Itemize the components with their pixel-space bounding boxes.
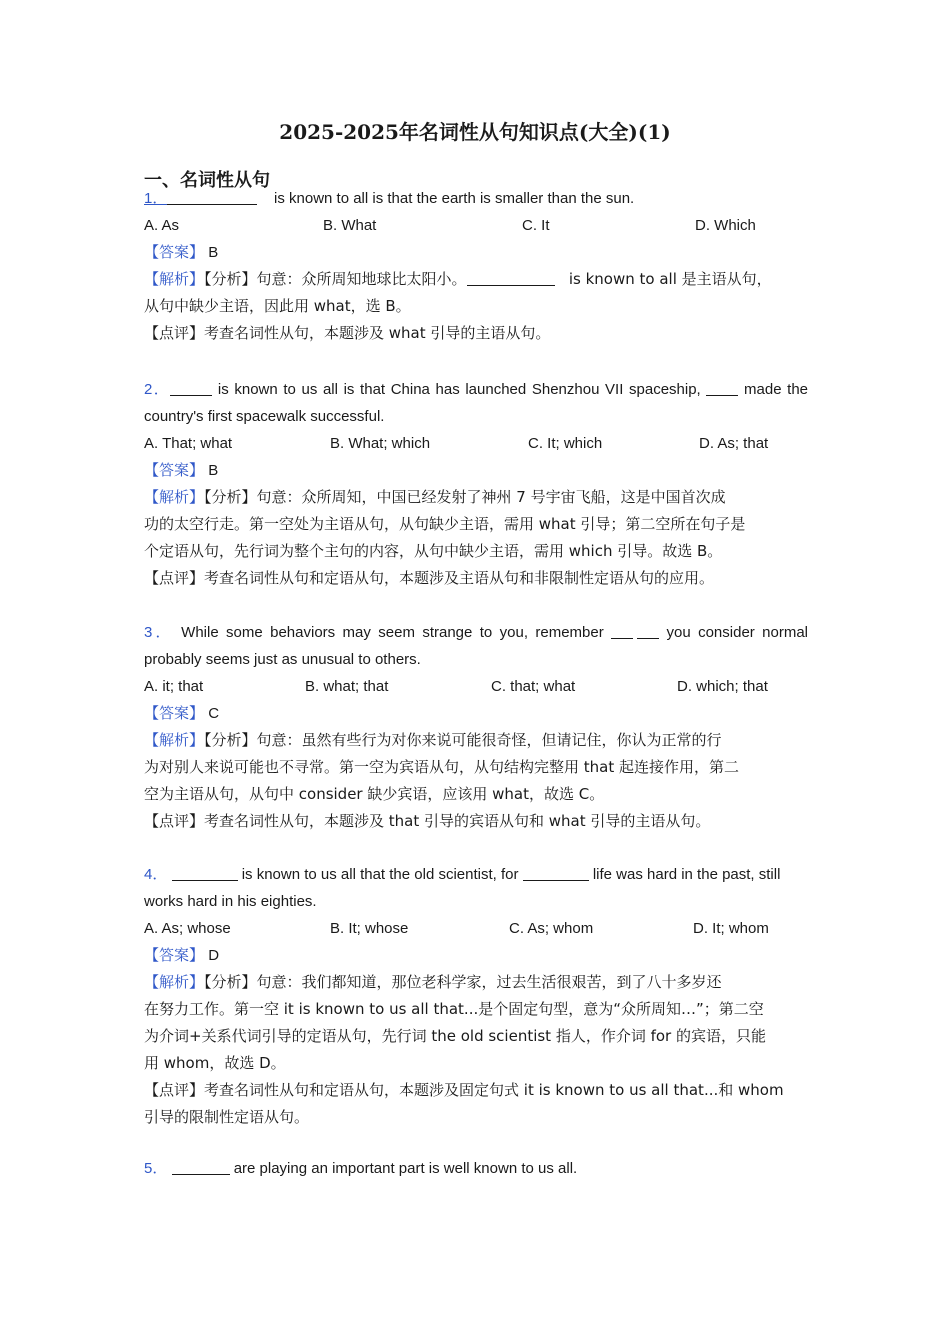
analysis-sublabel: 【分析】 [204,488,257,506]
comment-line [144,808,808,835]
answer-line [144,239,808,266]
question-text: you consider normal [666,624,808,641]
option-a: A. it; that [144,678,204,695]
question-3 [144,619,808,835]
option-b: B. It; whose [330,920,409,937]
section-heading: 一、名词性从句 [144,170,270,191]
analysis-sublabel: 【分析】 [204,270,257,288]
analysis-label: 【解析】 [144,488,205,506]
question-2-options [144,430,808,457]
answer-value: B [208,244,219,261]
analysis-line: 用 whom，故选 D。 [144,1054,286,1072]
analysis-label: 【解析】 [144,973,205,991]
question-text: works hard in his eighties. [144,893,317,910]
question-number: 2． [144,381,171,398]
analysis-text: 句意：我们都知道，那位老科学家，过去生活很艰苦，到了八十多岁还 [256,973,722,991]
option-d: D. It; whom [693,920,769,937]
question-text: probably seems just as unusual to others. [144,651,421,668]
answer-label: 【答案】 [144,704,205,722]
answer-blank [467,269,555,286]
analysis-line: 从句中缺少主语，因此用 what，选 B。 [144,297,411,315]
answer-line [144,457,808,484]
analysis-line: 空为主语从句，从句中 consider 缺少宾语，应该用 what，故选 C。 [144,785,605,803]
option-a: A. That; what [144,435,233,452]
option-c: C. It [522,217,550,234]
analysis-text: 句意：虽然有些行为对你来说可能很奇怪，但请记住，你认为正常的行 [256,731,722,749]
analysis-line: 在努力工作。第一空 it is known to us all that...是个固定句型，意为“众所周知…”；第二空 [144,1000,764,1018]
question-text: is known to us all is that China has launched Shenzhou VII spaceship, [217,381,701,398]
question-1-stem [144,185,808,212]
page-title: 2025-2025年名词性从句知识点(大全)(1) [279,120,671,144]
analysis-line [144,727,808,754]
analysis-text: is known to all 是主语从句， [568,270,772,288]
answer-value: B [208,462,219,479]
question-text: is known to all is that the earth is smaller than the sun. [274,190,635,207]
answer-blank [523,864,589,881]
answer-value: C [208,705,220,722]
analysis-label: 【解析】 [144,270,205,288]
question-text: are playing an important part is well known to us all. [233,1160,578,1177]
answer-blank [706,379,738,396]
answer-blank [167,188,257,205]
option-c: C. As; whom [509,920,594,937]
option-b: B. What [323,217,377,234]
question-5 [144,1155,808,1182]
option-d: D. which; that [677,678,768,695]
answer-value: D [208,947,220,964]
option-c: C. It; which [528,435,603,452]
option-b: B. what; that [305,678,389,695]
analysis-line [144,266,808,293]
option-d: D. Which [695,217,756,234]
comment-text: 考查名词性从句，本题涉及 what 引导的主语从句。 [204,324,551,342]
answer-line [144,942,808,969]
comment-line: 引导的限制性定语从句。 [144,1108,310,1126]
analysis-text: 句意：众所周知，中国已经发射了神州 7 号宇宙飞船，这是中国首次成 [256,488,726,506]
question-5-stem [144,1155,808,1182]
question-text: life was hard in the past, still [592,866,781,883]
question-1 [144,185,808,347]
question-2-stem [144,376,808,403]
question-2 [144,376,808,592]
analysis-line [144,484,808,511]
answer-line [144,700,808,727]
question-1-options [144,212,808,239]
comment-line [144,320,808,347]
comment-label: 【点评】 [144,324,205,342]
comment-text: 考查名词性从句，本题涉及 that 引导的宾语从句和 what 引导的主语从句。 [204,812,711,830]
answer-blank [611,622,633,639]
question-4 [144,861,808,1131]
question-3-stem [144,619,808,646]
question-number: 3． [144,624,174,641]
answer-label: 【答案】 [144,946,205,964]
analysis-label: 【解析】 [144,731,205,749]
analysis-line: 功的太空行走。第一空处为主语从句，从句缺少主语，需用 what 引导；第二空所在句子是 [144,515,746,533]
option-b: B. What; which [330,435,431,452]
option-a: A. As; whose [144,920,231,937]
option-c: C. that; what [491,678,576,695]
question-text: is known to us all that the old scientist, for [241,866,519,883]
comment-label: 【点评】 [144,1081,205,1099]
analysis-sublabel: 【分析】 [204,973,257,991]
comment-line [144,565,808,592]
question-text: made the [744,381,808,398]
analysis-line [144,969,808,996]
answer-blank [172,1158,230,1175]
comment-line [144,1077,808,1104]
answer-label: 【答案】 [144,461,205,479]
answer-blank [170,379,212,396]
question-4-stem [144,861,808,888]
answer-label: 【答案】 [144,243,205,261]
analysis-line: 为对别人来说可能也不寻常。第一空为宾语从句，从句结构完整用 that 起连接作用，第二 [144,758,740,776]
comment-text: 考查名词性从句和定语从句，本题涉及主语从句和非限制性定语从句的应用。 [204,569,715,587]
question-number: 5． [144,1160,168,1177]
option-d: D. As; that [699,435,769,452]
question-number: 1． [144,190,168,207]
question-4-options [144,915,808,942]
comment-label: 【点评】 [144,812,205,830]
analysis-sublabel: 【分析】 [204,731,257,749]
answer-blank [637,622,659,639]
answer-blank [172,864,238,881]
question-text: country's first spacewalk successful. [144,408,385,425]
analysis-text: 句意：众所周知地球比太阳小。 [256,270,467,288]
question-text: While some behaviors may seem strange to you, remember [181,624,604,641]
question-number: 4． [144,866,168,883]
option-a: A. As [144,217,180,234]
comment-label: 【点评】 [144,569,205,587]
analysis-line: 为介词+关系代词引导的定语从句，先行词 the old scientist 指人，作介词 for 的宾语，只能 [144,1027,766,1045]
comment-text: 考查名词性从句和定语从句，本题涉及固定句式 it is known to us all that...和 whom [204,1081,784,1099]
question-3-options [144,673,808,700]
analysis-line: 个定语从句，先行词为整个主句的内容，从句中缺少主语，需用 which 引导。故选 B。 [144,542,723,560]
